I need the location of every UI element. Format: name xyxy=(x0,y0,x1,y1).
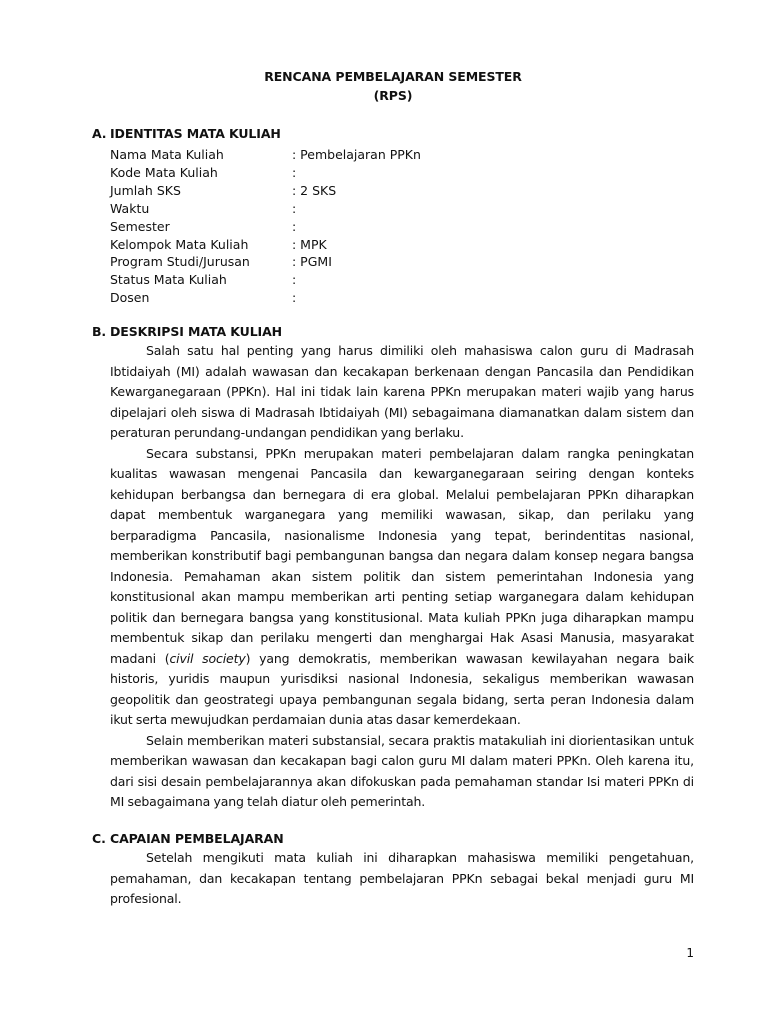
identity-table xyxy=(110,146,670,307)
section-c-letter: C. xyxy=(92,831,106,846)
document-title: RENCANA PEMBELAJARAN SEMESTER xyxy=(264,69,522,84)
section-b-title: DESKRIPSI MATA KULIAH xyxy=(110,324,283,339)
description-paragraph-1: Salah satu hal penting yang harus dimiliki oleh mahasiswa calon guru di Madrasah Ibtidaiyah (MI) adalah wawasan dan kecakapan berkenaan dengan Pancasila dan Pendidikan Kewarganegaraan (PPKn). Hal ini tidak lain karena PPKn merupakan materi wajib yang harus dipelajari oleh siswa di Madrasah Ibtidaiyah (MI) sebagaimana diamanatkan dalam sistem dan peraturan perundang-undangan pendidikan yang berlaku. xyxy=(110,343,694,440)
identity-label: Nama Mata Kuliah xyxy=(110,147,224,162)
outcomes-paragraph-1: Setelah mengikuti mata kuliah ini diharapkan mahasiswa memiliki pengetahuan, pemahaman, dan kecakapan tentang pembelajaran PPKn sebagai bekal menjadi guru MI profesional. xyxy=(110,850,694,906)
section-c-heading xyxy=(92,831,284,846)
identity-label: Waktu xyxy=(110,200,150,216)
identity-value: : xyxy=(292,290,297,306)
identity-row xyxy=(110,218,670,236)
page-number: 1 xyxy=(686,946,694,960)
identity-row xyxy=(110,164,670,182)
identity-label: Kelompok Mata Kuliah xyxy=(110,236,249,252)
identity-row xyxy=(110,289,670,307)
identity-value: : PGMI xyxy=(292,254,332,270)
description-paragraph-2 xyxy=(110,444,694,731)
identity-label: Kode Mata Kuliah xyxy=(110,164,218,180)
identity-value: : 2 SKS xyxy=(292,182,337,198)
section-c-title: CAPAIAN PEMBELAJARAN xyxy=(110,831,284,846)
section-a-heading xyxy=(92,126,281,141)
description-paragraph-3: Selain memberikan materi substansial, secara praktis matakuliah ini diorientasikan untuk memberikan wawasan dan kecakapan bagi calon guru MI dalam materi PPKn. Oleh karena itu, dari sisi desain pembelajarannya akan difokuskan pada pemahaman standar Isi materi PPKn di MI sebagaimana yang telah diatur oleh pemerintah. xyxy=(110,732,694,809)
identity-label: Jumlah SKS xyxy=(110,182,181,198)
civil-society-term: civil society xyxy=(169,650,246,666)
description-paragraph-2-text-end: ) yang demokratis, memberikan wawasan kewilayahan negara baik historis, yuridis maupun yurisdiksi nasional Indonesia, sekaligus memberikan wawasan geopolitik dan geostrategi upaya pembangunan segala bidang, serta peran Indonesia dalam ikut serta mewujudkan perdamaian dunia atas dasar kemerdekaan. xyxy=(110,650,695,727)
identity-row xyxy=(110,200,670,218)
identity-label: Program Studi/Jurusan xyxy=(110,254,250,270)
section-b-letter: B. xyxy=(92,324,107,339)
course-description xyxy=(110,341,694,813)
identity-label: Semester xyxy=(110,218,170,234)
identity-value: : xyxy=(292,164,297,180)
identity-label: Dosen xyxy=(110,290,150,306)
identity-value: : xyxy=(292,200,297,216)
document-subtitle: (RPS) xyxy=(373,88,413,103)
identity-label: Status Mata Kuliah xyxy=(110,272,227,288)
learning-outcomes xyxy=(110,848,694,910)
identity-row xyxy=(110,253,670,271)
section-b-heading xyxy=(92,324,282,339)
description-paragraph-2-text: Secara substansi, PPKn merupakan materi pembelajaran dalam rangka peningkatan kualitas wawasan mengenai Pancasila dan kewarganegaraan seiring dengan konteks kehidupan berbangsa dan bernegara di era global. Melalui pembelajaran PPKn diharapkan dapat membentuk warganegara yang memiliki wawasan, sikap, dan perilaku yang berparadigma Pancasila, nasionalisme Indonesia yang tepat, berindentitas nasional, memberikan konstributif bagi pembangunan bangsa dan negara dalam konsep negara bangsa Indonesia. Pemahaman akan sistem politik dan sistem pemerintahan Indonesia yang konstitusional akan mampu memberikan arti penting setiap warganegara dalam kehidupan politik dan bernegara bangsa yang konstitusional. Mata kuliah PPKn juga diharapkan mampu membentuk sikap dan perilaku mengerti dan menghargai Hak Asasi Manusia, masyarakat madani ( xyxy=(110,445,694,666)
identity-value: : Pembelajaran PPKn xyxy=(292,147,421,162)
identity-row xyxy=(110,182,670,200)
identity-value: : xyxy=(292,272,297,288)
identity-row xyxy=(110,271,670,289)
identity-row xyxy=(110,236,670,254)
identity-value: : xyxy=(292,218,297,234)
section-a-title: IDENTITAS MATA KULIAH xyxy=(110,126,281,141)
identity-row xyxy=(110,146,670,164)
section-a-letter: A. xyxy=(92,126,107,141)
identity-value: : MPK xyxy=(292,236,327,252)
